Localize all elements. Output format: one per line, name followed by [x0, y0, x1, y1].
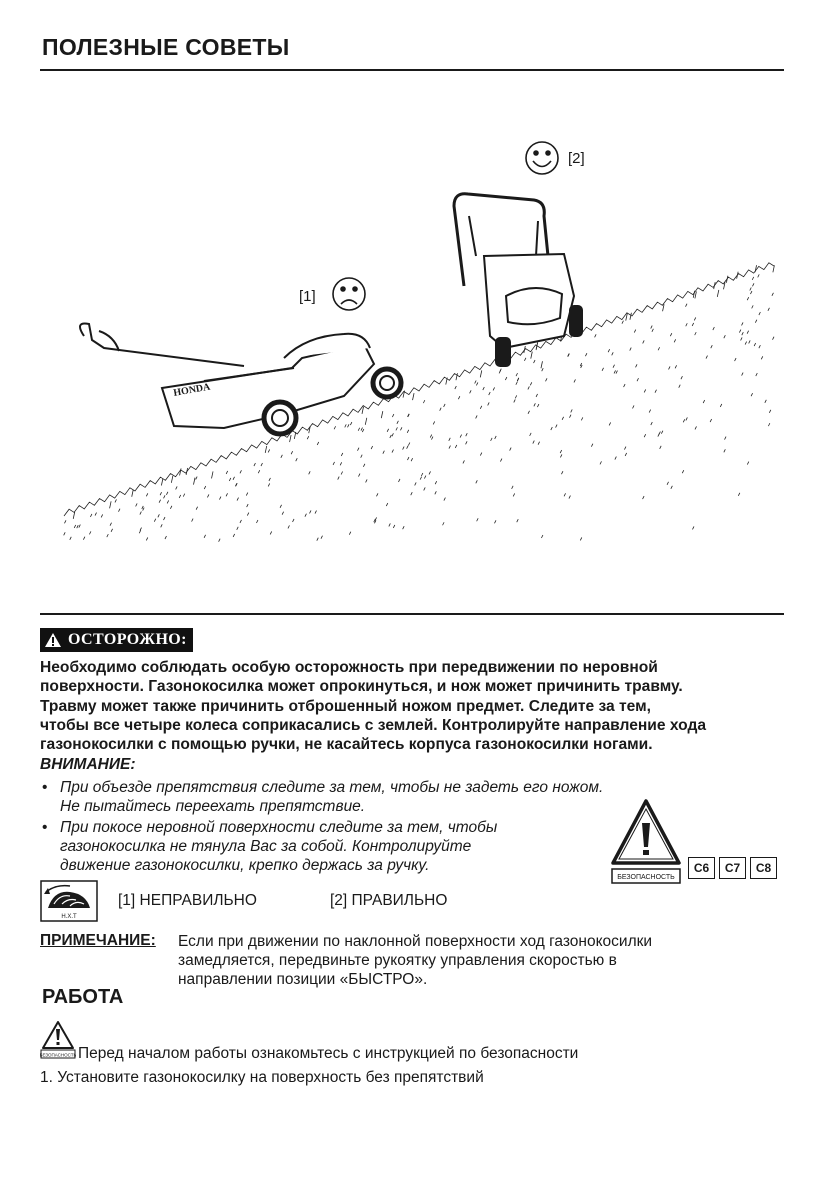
warning-line: Необходимо соблюдать особую осторожность при передвижении по неровной: [40, 659, 658, 676]
attention-item: [40, 818, 600, 875]
attention-line: Не пытайтесь переехать препятствие.: [60, 798, 366, 815]
safety-code: C6: [688, 857, 715, 879]
illustration-rule: [40, 613, 784, 615]
attention-line: газонокосилка не тянула Вас за собой. Контролируйте: [60, 838, 472, 855]
warning-triangle-icon: [44, 632, 62, 648]
warning-line: газонокосилки с помощью ручки, не касайтесь корпуса газонокосилки ногами.: [40, 736, 653, 754]
mower-brand: HONDA: [172, 381, 212, 399]
safety-instruction: Перед началом работы ознакомьтесь с инструкцией по безопасности: [78, 1045, 579, 1062]
mower-right: [454, 194, 582, 366]
attention-title: ВНИМАНИЕ:: [40, 756, 136, 773]
safety-sign-text: БЕЗОПАСНОСТЬ: [617, 874, 675, 881]
attention-line: • При объезде препятствия следите за тем, чтобы не задеть его ножом.: [60, 779, 604, 796]
slope-icon-text: H.X.T: [61, 914, 77, 920]
warning-text: [40, 658, 830, 754]
slope-mowing-illustration: [44, 96, 780, 544]
safety-codes: [688, 857, 777, 879]
label-right: [2]: [568, 150, 585, 167]
mower-wrong: [80, 324, 401, 435]
slope-icon: [40, 880, 98, 922]
note-text: [178, 932, 778, 989]
title-rule: [40, 69, 784, 71]
note-line: Если при движении по наклонной поверхности ход газонокосилки: [178, 933, 653, 950]
sad-face-icon: [333, 278, 365, 310]
note-line: замедляется, передвиньте рукоятку управления скоростью в: [178, 952, 617, 969]
note-label: ПРИМЕЧАНИЕ:: [40, 932, 156, 949]
safety-sign-icon: [610, 797, 682, 885]
warning-header: [40, 628, 193, 652]
warning-line: Травму может также причинить отброшенный ножом предмет. Следите за тем,: [40, 697, 652, 715]
warning-title: ОСТОРОЖНО:: [68, 631, 187, 648]
note-line: направлении позиции «БЫСТРО».: [178, 971, 428, 988]
warning-line: поверхности. Газонокосилка может опрокинуться, и нож может причинить травму.: [40, 678, 683, 696]
mini-safety-sign-icon: [40, 1020, 76, 1060]
legend-wrong: [1] НЕПРАВИЛЬНО: [118, 892, 257, 909]
attention-line: • При покосе неровной поверхности следите за тем, чтобы: [60, 819, 498, 836]
page-title: ПОЛЕЗНЫЕ СОВЕТЫ: [42, 34, 290, 60]
legend-right: [2] ПРАВИЛЬНО: [330, 892, 448, 909]
safety-code: C7: [719, 857, 746, 879]
warning-line: чтобы все четыре колеса соприкасались с землей. Контролируйте направление хода: [40, 716, 707, 734]
label-wrong: [1]: [299, 288, 316, 305]
step-item: 1. Установите газонокосилку на поверхность без препятствий: [40, 1069, 484, 1086]
safety-code: C8: [750, 857, 777, 879]
mini-sign-text: БЕЗОПАСНОСТЬ: [40, 1052, 76, 1058]
attention-line: движение газонокосилки, крепко держась за ручку.: [60, 857, 430, 874]
happy-face-icon: [526, 142, 558, 174]
section-title: РАБОТА: [42, 986, 124, 1008]
